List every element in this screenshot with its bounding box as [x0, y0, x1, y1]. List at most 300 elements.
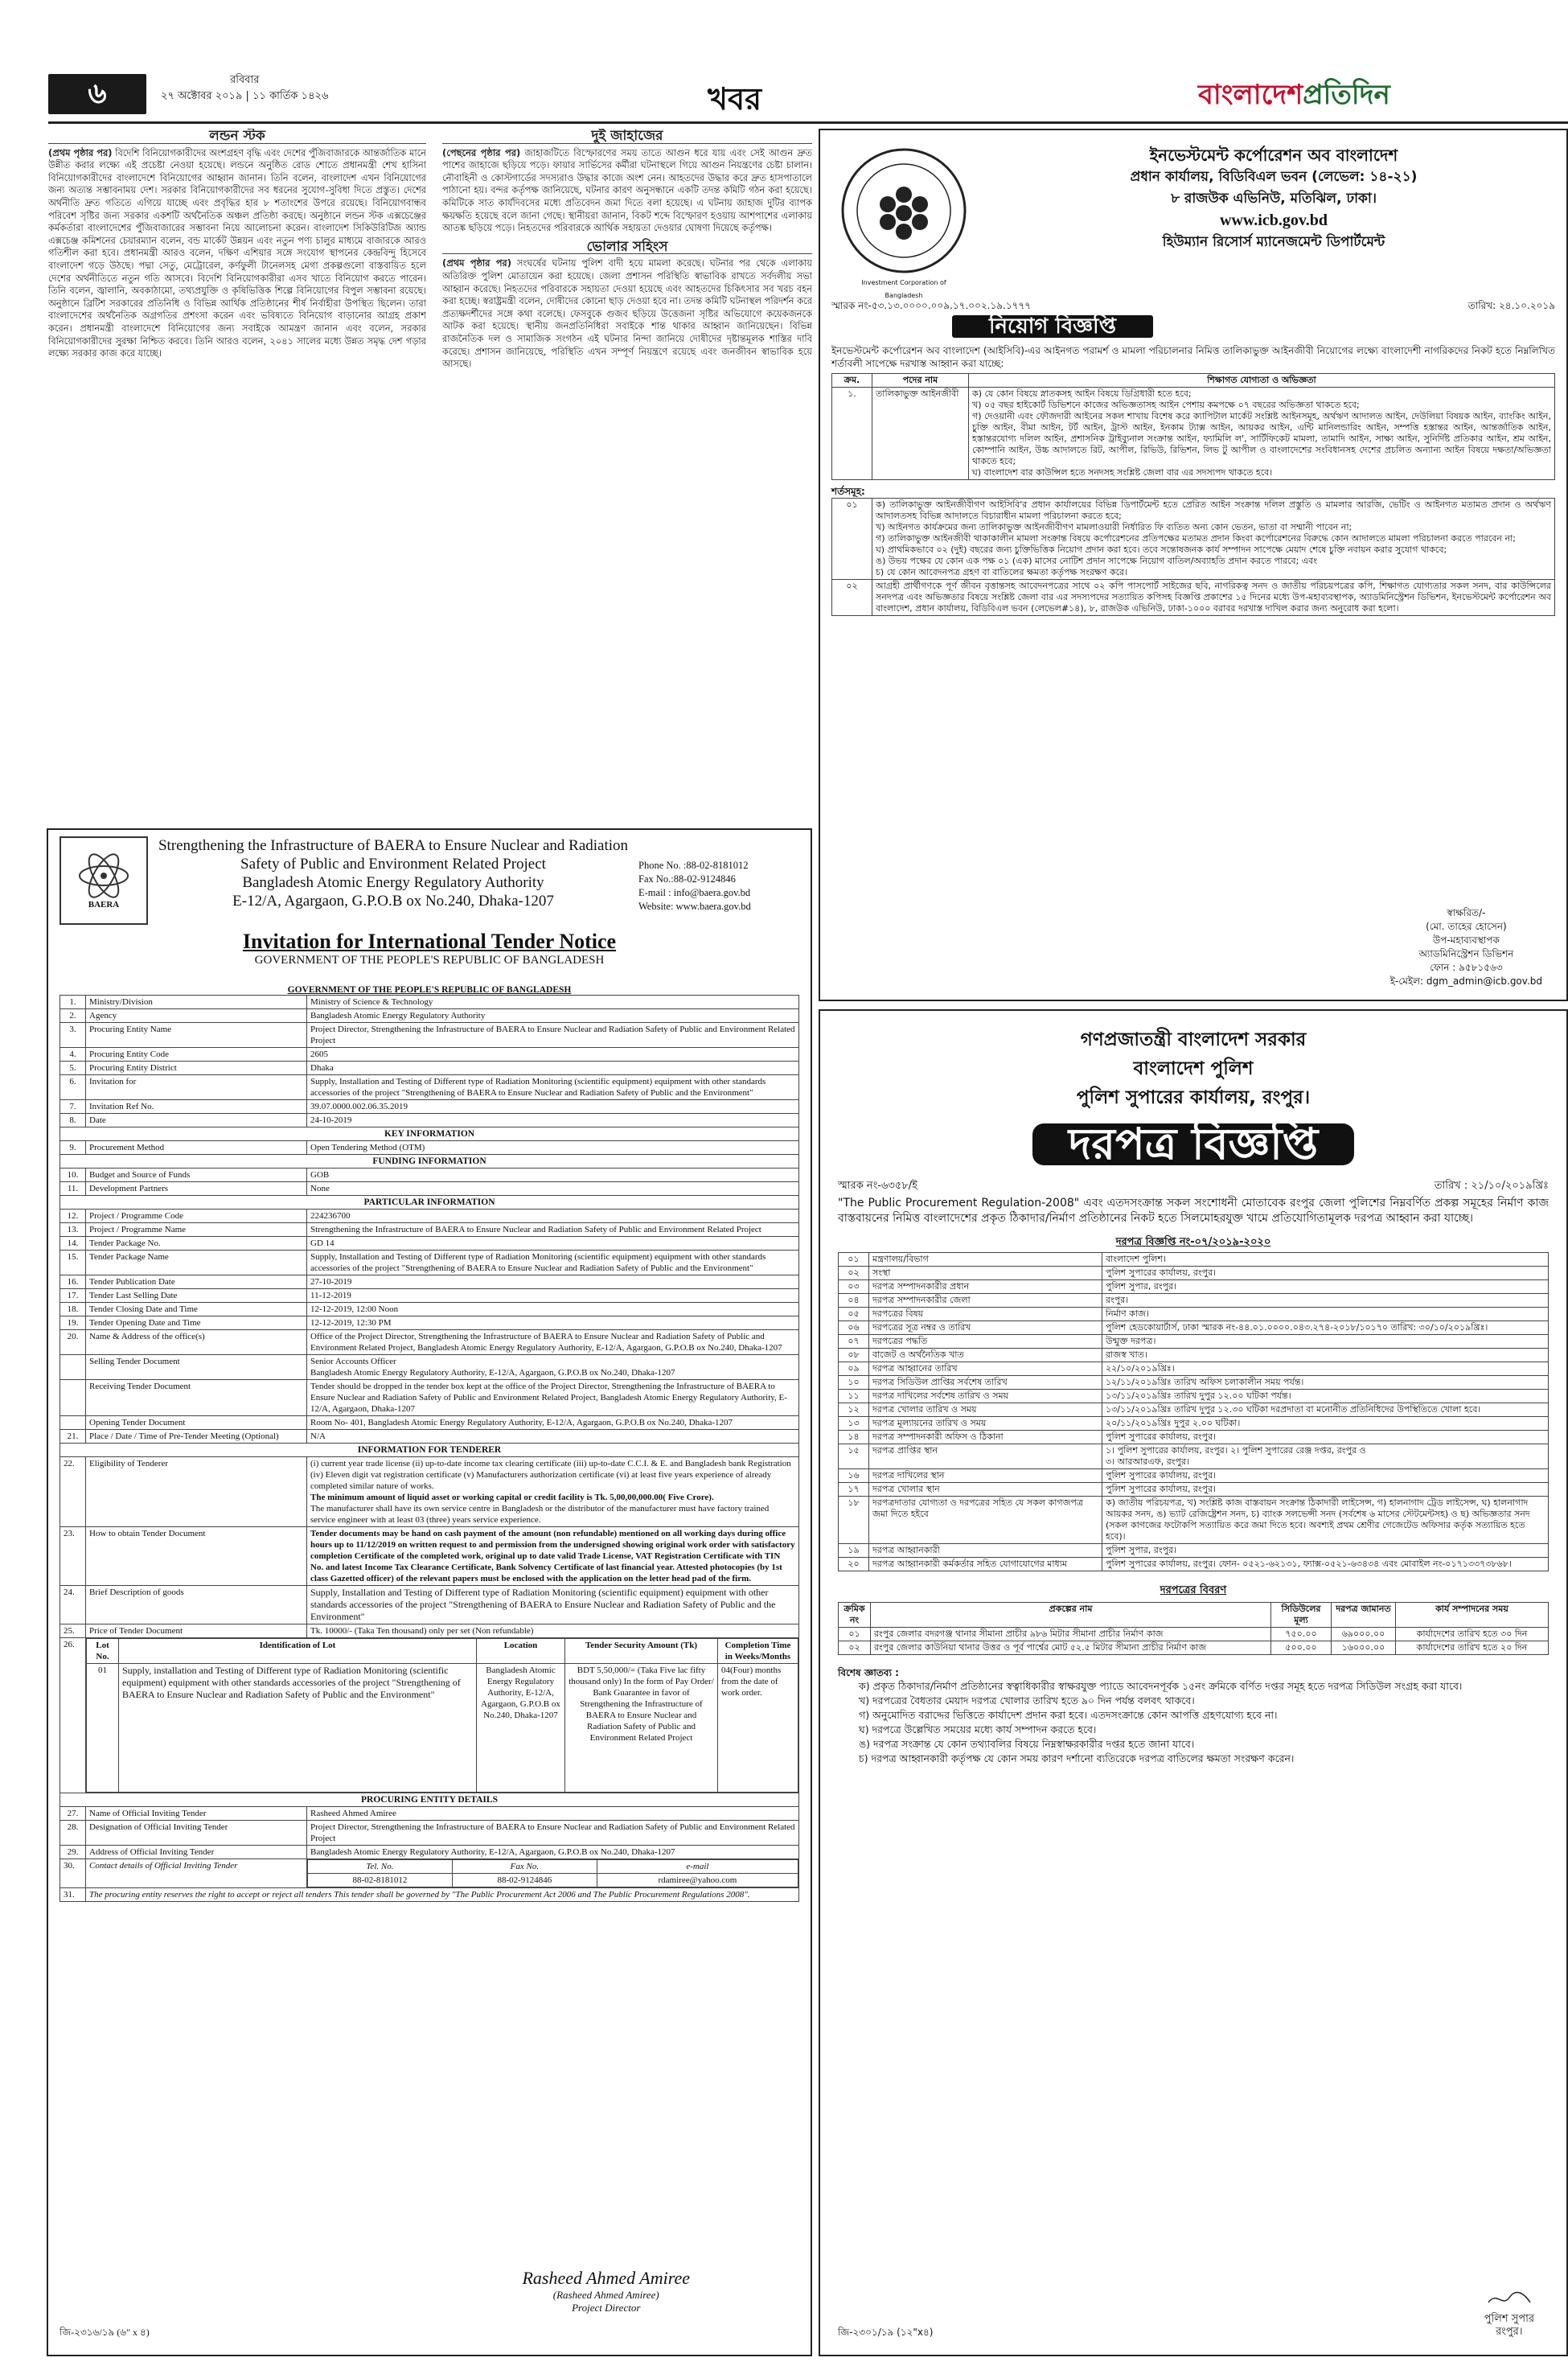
- lot-table: [86, 1638, 798, 1793]
- row-number: ০৯: [839, 1362, 869, 1376]
- contact-head: e-mail: [597, 1860, 798, 1874]
- col-header: পদের নাম: [872, 374, 969, 388]
- police-memo-line: [838, 1180, 1549, 1193]
- row-label: মন্ত্রণালয়/বিভাগ: [869, 1253, 1102, 1267]
- row-value: Ministry of Science & Technology: [307, 996, 799, 1009]
- row-number: ০৫: [839, 1308, 869, 1321]
- row-value: পুলিশ সুপারের কার্যালয়, রংপুর।: [1102, 1267, 1549, 1280]
- table-row: [839, 1544, 1549, 1558]
- row-label: দরপত্র আহ্বানকারী কর্মকর্তার সহিত যোগাযোগের মাধ্যম: [869, 1558, 1102, 1571]
- lot-cell: Supply, installation and Testing of Different type of Radiation Monitoring (scientific equipment) equipment with other standards accessories of the project "Strengthening of BAERA to Ensure Nuclear and Radiation Safety of Public and the Environment": [119, 1664, 477, 1793]
- section-heading: FUNDING INFORMATION: [60, 1155, 799, 1169]
- baera-org: Bangladesh Atomic Energy Regulatory Authority: [242, 874, 544, 891]
- contact-fax: 88-02-9124846: [452, 1874, 597, 1887]
- section-heading: INFORMATION FOR TENDERER: [60, 1444, 799, 1457]
- baera-website: Website: www.baera.gov.bd: [638, 901, 751, 912]
- col-header: প্রকল্পের নাম: [871, 1603, 1271, 1628]
- row-value: ২২/১০/২০১৯খ্রিঃ।: [1102, 1362, 1549, 1376]
- row-label: Tender Package Name: [86, 1251, 307, 1275]
- condition-row: [832, 580, 1555, 616]
- news-body: বিদেশি বিনিয়োগকারীদের অংশগ্রহণ বৃদ্ধি এবং দেশের পুঁজিবাজারকে আন্তর্জাতিক মানে উন্নীত করার লক্ষ্যে এই প্রচেষ্টা নেওয়া হয়েছে। লন্ডনে অনুষ্ঠিত রোড শোতে প্রধানমন্ত্রী শেখ হাসিনা বিনিয়োগকারীদের বাংলাদেশে বিনিয়োগের আহ্বান জানান। তিনি বলেন, বাংলাদেশ এখন বিনিয়োগের জন্য অত্যন্ত সম্ভাবনাময় দেশ। সরকার বিনিয়োগকারীদের সব ধরনের সুযোগ-সুবিধা দিতে প্রস্তুত। দেশের অর্থনীতি দ্রুত গতিতে এগিয়ে যাচ্ছে এবং প্রবৃদ্ধির হার ৮ শতাংশের উপরে রয়েছে। বিনিয়োগবান্ধব পরিবেশ সৃষ্টির জন্য সরকার একশটি অর্থনৈতিক অঞ্চল প্রতিষ্ঠা করছে। অনুষ্ঠানে লন্ডন স্টক এক্সচেঞ্জের কর্মকর্তারা বাংলাদেশের পুঁজিবাজারের সম্ভাবনা নিয়ে আলোচনা করেন। বাংলাদেশ সিকিউরিটিজ অ্যান্ড এক্সচেঞ্জ কমিশনের চেয়ারম্যান বলেন, বন্ড মার্কেট উন্নয়ন এবং নতুন পণ্য চালুর মাধ্যমে বাজারকে আরও গতিশীল করা হবে। প্রধানমন্ত্রী আরও বলেন, দক্ষিণ এশিয়ার সঙ্গে সংযোগ স্থাপনের কেন্দ্রবিন্দু হিসেবে বাংলাদেশ গড়ে উঠছে। পদ্মা সেতু, মেট্রোরেল, কর্ণফুলী টানেলসহ মেগা প্রকল্পগুলো বাস্তবায়িত হলে দেশের অর্থনীতিতে নতুন গতি আসবে। বিদেশি বিনিয়োগকারীরা এসব খাতে বিনিয়োগ করতে পারেন। তিনি বলেন, জ্বালানি, অবকাঠামো, তথ্যপ্রযুক্তি ও কৃষিভিত্তিক শিল্পে বিনিয়োগের বিপুল সম্ভাবনা রয়েছে। অনুষ্ঠানে ব্রিটিশ সরকারের প্রতিনিধি ও বিভিন্ন আর্থিক প্রতিষ্ঠানের শীর্ষ নির্বাহীরা উপস্থিত ছিলেন। তারা বাংলাদেশের অর্থনৈতিক অগ্রগতির প্রশংসা করেন এবং ভবিষ্যতে বিনিয়োগ বাড়ানোর আগ্রহ প্রকাশ করেন। প্রধানমন্ত্রী বাংলাদেশে বিনিয়োগের জন্য সবাইকে আমন্ত্রণ জানান এবং বলেন, সরকার বিনিয়োগকারীদের সুরক্ষা নিশ্চিত করবে। তিনি আরও বলেন, ২০৪১ সালের মধ্যে উন্নত সমৃদ্ধ দেশ গড়ার লক্ষ্যে সরকার কাজ করে যাচ্ছে।: [48, 146, 426, 359]
- table-row: [60, 1223, 799, 1237]
- row-value: N/A: [307, 1430, 799, 1444]
- icb-memo: স্মারক নং-৫৩.১৩.০০০০.০০৯.১৭.০০২.১৯.১৭৭৭: [831, 300, 1032, 311]
- table-row: [839, 1308, 1549, 1321]
- row-number: 4.: [60, 1048, 86, 1062]
- row-value: 27-10-2019: [307, 1275, 799, 1289]
- baera-project-title: Strengthening the Infrastructure of BAERA to Ensure Nuclear and Radiation Safety of Public and Environment Related Project: [158, 837, 629, 873]
- row-number: 3.: [60, 1023, 86, 1048]
- icb-title-block: [992, 145, 1555, 253]
- eligibility-item: (i) current year trade license (ii) up-to-date income tax clearing certificate (iii) up-to-date C.C.I. & E. and Bangladesh bank Registration (iv) Eleven digit vat registration certificate (v) Manufacturers authorization certificate (vi) at least five years experience of already completed similar nature of works.: [310, 1459, 791, 1491]
- table-row: [839, 1390, 1549, 1403]
- table-row: [60, 1380, 799, 1416]
- row-number: 20.: [60, 1330, 86, 1355]
- row-number: ১১: [839, 1390, 869, 1403]
- detail-cell: রংপুর জেলার বদরগঞ্জ থানার সীমানা প্রাচীর ৯৮৬ মিটার সীমানা প্রাচীর নির্মাণ কাজ: [871, 1628, 1271, 1641]
- icb-signature-block: [1390, 906, 1542, 988]
- row-label: Name & Address of the office(s): [86, 1330, 307, 1355]
- table-row: [839, 1280, 1549, 1294]
- icb-dept: হিউম্যান রিসোর্স ম্যানেজমেন্ট ডিপার্টমেন্ট: [1162, 234, 1385, 250]
- detail-cell: কার্যাদেশের তারিখ হতে ২০ দিন: [1396, 1641, 1549, 1655]
- special-item: ঘ) দরপত্রে উল্লেখিত সময়ের মধ্যে কার্য সম্পাদন করতে হবে।: [859, 1723, 1097, 1735]
- row-label: Tender Closing Date and Time: [86, 1303, 307, 1316]
- contact-email: rdamiree@yahoo.com: [597, 1874, 798, 1887]
- detail-row: [839, 1628, 1549, 1641]
- eligibility-item: The minimum amount of liquid asset or working capital or credit facility is Tk. 5,00,00,000.00( Five Crore).: [310, 1493, 714, 1502]
- row-label: Ministry/Division: [86, 996, 307, 1009]
- row-label: Date: [86, 1114, 307, 1127]
- col-header: ক্রম.: [832, 374, 872, 388]
- news-column-right: [442, 129, 812, 812]
- row-number: 9.: [60, 1141, 86, 1155]
- row-value: Rasheed Ahmed Amiree: [307, 1807, 799, 1821]
- news-body: জাহাজটিতে বিস্ফোরণের সময় তাতে আগুন ধরে যায় এবং সেই আগুন দ্রুত পাশের জাহাজে ছড়িয়ে পড়ে। ফায়ার সার্ভিসের কর্মীরা ঘটনাস্থলে গিয়ে আগুন নিয়ন্ত্রণের চেষ্টা চালান। নৌবাহিনী ও কোস্টগার্ডের সদস্যরাও উদ্ধার কাজে অংশ নেন। আহতদের উদ্ধার করে দ্রুত হাসপাতালে পাঠানো হয়। বন্দর কর্তৃপক্ষ জানিয়েছে, ঘটনার কারণ অনুসন্ধানে একটি তদন্ত কমিটি গঠন করা হয়েছে। কমিটিকে সাত কার্যদিবসের মধ্যে প্রতিবেদন জমা দিতে বলা হয়েছে। এ ঘটনায় জাহাজ দুটির ব্যাপক ক্ষয়ক্ষতি হয়েছে বলে জানা গেছে। স্থানীয়রা জানান, বিকট শব্দে বিস্ফোরণ হওয়ায় আশপাশের এলাকায় আতঙ্ক ছড়িয়ে পড়ে। নিহতদের পরিবারকে আর্থিক সহায়তা দেওয়ার ঘোষণা দিয়েছে কর্তৃপক্ষ।: [442, 146, 812, 234]
- row-value: 12-12-2019, 12:00 Noon: [307, 1303, 799, 1316]
- table-row: [839, 1483, 1549, 1497]
- row-label: Budget and Source of Funds: [86, 1169, 307, 1182]
- row-value: 11-12-2019: [307, 1289, 799, 1303]
- baera-gov-line: GOVERNMENT OF THE PEOPLE'S REPUBLIC OF BANGLADESH: [254, 954, 605, 967]
- row-number: ০২: [832, 580, 872, 616]
- table-row: [60, 1416, 799, 1430]
- row-value: পুলিশ সুপার, রংপুর।: [1102, 1544, 1549, 1558]
- qualification-item: খ) ০৫ বছর হাইকোর্ট ডিভিশনে কাজের অভিজ্ঞতাসহ আইন পেশায় কমপক্ষে ০৭ বছরের অভিজ্ঞতা থাকতে হবে;: [972, 400, 1360, 410]
- table-row: [60, 1330, 799, 1355]
- row-number: ১৪: [839, 1431, 869, 1444]
- baera-logo-text: BAERA: [88, 900, 120, 910]
- lot-cell: [86, 1638, 799, 1793]
- baera-address: E-12/A, Agargaon, G.P.O.B ox No.240, Dhaka-1207: [232, 893, 554, 910]
- row-number: ১৫: [839, 1444, 869, 1469]
- baera-title-block: [156, 836, 630, 910]
- row-label: দরপত্র খোলার তারিখ ও সময়: [869, 1403, 1102, 1417]
- row-value: Open Tendering Method (OTM): [307, 1141, 799, 1155]
- lot-cell: Bangladesh Atomic Energy Regulatory Authority, E-12/A, Agargaon, G.P.O.B ox No.240, Dhaka-1207: [477, 1664, 565, 1793]
- atom-icon: [76, 852, 132, 900]
- table-row: [60, 1638, 799, 1793]
- icb-seal-text: Investment Corporation of Bangladesh: [861, 279, 946, 299]
- table-row: [839, 1335, 1549, 1349]
- row-number: 17.: [60, 1289, 86, 1303]
- row-label: Eligibility of Tenderer: [86, 1457, 307, 1527]
- post-name: তালিকাভুক্ত আইনজীবী: [872, 388, 969, 480]
- row-label: Procuring Entity Code: [86, 1048, 307, 1062]
- contact-phone: 88-02-8181012: [308, 1874, 453, 1887]
- detail-cell: রংপুর জেলার কাউনিয়া থানার উত্তর ও পূর্ব পার্শ্বের মোট ৫২.৫ মিটার সীমানা প্রাচীর নির্মাণ কাজ: [871, 1641, 1271, 1655]
- table-row: [60, 1141, 799, 1155]
- row-value: পুলিশ সুপারের কার্যালয়, রংপুর।: [1102, 1431, 1549, 1444]
- note: The procuring entity reserves the right to accept or reject all tenders This tender shall be governed by "The Public Procurement Act 2006 and The Public Procurement Regulations 2008".: [86, 1888, 799, 1902]
- icb-conditions-table: [831, 498, 1555, 616]
- table-row: [832, 388, 1555, 480]
- row-value: পুলিশ সুপারের কার্যালয়, রংপুর।: [1102, 1483, 1549, 1497]
- baera-tender-notice: [47, 828, 812, 2356]
- row-number: 18.: [60, 1303, 86, 1316]
- section-title: খবর: [708, 81, 762, 117]
- signatory-title: পুলিশ সুপার: [1484, 2313, 1534, 2325]
- row-label: Selling Tender Document: [86, 1355, 307, 1380]
- news-lead: (প্রথম পৃষ্ঠার পর): [48, 146, 113, 158]
- row-label: Tender Publication Date: [86, 1275, 307, 1289]
- news-headline: দুই জাহাজের: [442, 130, 812, 144]
- row-number: ০৮: [839, 1349, 869, 1362]
- row-number: 24.: [60, 1586, 86, 1624]
- lot-header-row: [87, 1639, 798, 1664]
- lot-header: Location: [477, 1639, 565, 1664]
- news-area: [48, 129, 812, 812]
- detail-cell: ১৬০০০.০০: [1332, 1641, 1396, 1655]
- row-label: দরপত্র সম্পাদনকারীর প্রধান: [869, 1280, 1102, 1294]
- row-value: Bangladesh Atomic Energy Regulatory Authority, E-12/A, Agargaon, G.P.O.B ox No.240, Dhaka-1207: [307, 1846, 799, 1859]
- row-number: ২০: [839, 1558, 869, 1571]
- table-row: [839, 1349, 1549, 1362]
- details-header-row: [839, 1603, 1549, 1628]
- ad-reference: জি-২৩০১/১৯ (১২"x৪): [838, 2327, 934, 2338]
- table-row: [60, 1009, 799, 1023]
- row-label: দরপত্র প্রাপ্তির স্থান: [869, 1444, 1102, 1469]
- row-number: 10.: [60, 1169, 86, 1182]
- row-number: 26.: [60, 1638, 86, 1793]
- icb-conditions-title: শর্তসমূহ:: [831, 486, 865, 497]
- signature-icon: [1485, 2290, 1533, 2309]
- icb-org: ইনভেস্টমেন্ট কর্পোরেশন অব বাংলাদেশ: [1149, 146, 1398, 165]
- table-row: [839, 1403, 1549, 1417]
- row-label: Name of Official Inviting Tender: [86, 1807, 307, 1821]
- row-value: Supply, Installation and Testing of Different type of Radiation Monitoring (scientific equipment) equipment with other standards accessories of the project "Strengthening of BAERA to Ensure Nuclear and Radiation Safety of Public and the Environment": [307, 1075, 799, 1100]
- detail-cell: ০১: [839, 1628, 871, 1641]
- icb-website: www.icb.gov.bd: [1220, 212, 1328, 229]
- row-label: Contact details of Official Inviting Tender: [86, 1859, 307, 1888]
- row-label: Invitation Ref No.: [86, 1100, 307, 1114]
- special-list: [838, 1679, 1549, 1766]
- section-heading: KEY INFORMATION: [60, 1127, 799, 1141]
- police-memo: স্মারক নং-৬৩৫৮/ই: [838, 1180, 917, 1192]
- detail-cell: ০২: [839, 1641, 871, 1655]
- issue-date: [161, 72, 328, 105]
- col-header: ক্রমিক নং: [839, 1603, 871, 1628]
- table-row: [839, 1431, 1549, 1444]
- table-row: [60, 1062, 799, 1075]
- row-number: 23.: [60, 1527, 86, 1586]
- icb-table: [831, 373, 1555, 480]
- row-value: Strengthening the Infrastructure of BAERA to Ensure Nuclear and Radiation Safety of Public and Environment Related Project: [307, 1223, 799, 1237]
- table-row: [60, 1624, 799, 1638]
- table-row: [60, 1169, 799, 1182]
- row-number: ০৭: [839, 1335, 869, 1349]
- signatory-name: (মো. তাহের হোসেন): [1426, 921, 1507, 932]
- newspaper-logo: [1198, 74, 1390, 120]
- row-value: ক) জাতীয় পরিচয়পত্র, খ) সংশ্লিষ্ট কাজ বাস্তবায়ন সংক্রান্ত ঠিকাদারী লাইসেন্স, গ) হালনাগাদ ট্রেড লাইসেন্স, ঘ) হালনাগাদ আয়কর সনদ, ঙ) ভ্যাট রেজিষ্ট্রেশন সনদ, চ) ব্যাংক সলভেন্সী সনদ (সর্বশেষ ৬ মাসের স্টেটমেন্টসহ) ও ছ) অভিজ্ঞতার সনদ (সকল কাগজের ফটোকপি সত্যায়িত করে জমা দিতে হবে। অবশ্যই প্রথম শ্রেণীর গেজেটেড অফিসার কর্তৃক সত্যায়িত হতে হবে)।: [1102, 1497, 1549, 1544]
- table-row: [60, 1316, 799, 1330]
- contact-head: Tel. No.: [308, 1860, 453, 1874]
- row-label: Invitation for: [86, 1075, 307, 1100]
- row-value: রংপুর।: [1102, 1294, 1549, 1308]
- row-label: Procuring Entity District: [86, 1062, 307, 1075]
- signatory-email: ই-মেইল: dgm_admin@icb.gov.bd: [1389, 975, 1542, 987]
- row-number: 13.: [60, 1223, 86, 1237]
- contact-head: Fax No.: [452, 1860, 597, 1874]
- eligibility-cell: [307, 1457, 799, 1527]
- row-value: Project Director, Strengthening the Infrastructure of BAERA to Ensure Nuclear and Radiation Safety of Public and Environment Related Project: [307, 1023, 799, 1048]
- table-row: [60, 1048, 799, 1062]
- issue-day: রবিবার: [230, 74, 260, 86]
- table-row: [60, 1237, 799, 1251]
- section-heading: PROCURING ENTITY DETAILS: [60, 1793, 799, 1807]
- row-number: 15.: [60, 1251, 86, 1275]
- table-row: [60, 1807, 799, 1821]
- row-number: 1.: [60, 996, 86, 1009]
- lot-cell: 01: [87, 1664, 119, 1793]
- row-number: 11.: [60, 1182, 86, 1196]
- detail-cell: ৬৯০০০.০০: [1332, 1628, 1396, 1641]
- row-number: ১৯: [839, 1544, 869, 1558]
- row-label: দরপত্র সম্পাদনকারী অফিস ও ঠিকানা: [869, 1431, 1102, 1444]
- row-value: GD 14: [307, 1237, 799, 1251]
- baera-signature-block: [522, 2268, 690, 2314]
- baera-phone: Phone No. :88-02-8181012: [638, 860, 749, 871]
- row-number: 31.: [60, 1888, 86, 1902]
- police-intro: "The Public Procurement Regulation-2008" এবং এতদসংক্রান্ত সকল সংশোধনী মোতাবেক রংপুর জেলা পুলিশের নিম্নবর্ণিত প্রকল্প সমূহের নির্মাণ কাজ বাস্তবায়নের নিমিত্ত বাংলাদেশের প্রকৃত ঠিকাদার/নির্মাণ প্রতিষ্ঠানের নিকট হতে সিলমোহরযুক্ত খামে প্রতিযোগিতামূলক দরপত্র আহ্বান করা যাচ্ছে।: [838, 1197, 1549, 1225]
- row-value: Supply, Installation and Testing of Different type of Radiation Monitoring (scientific equipment) equipment with other standards accessories of the project "Strengthening of BAERA to Ensure Nuclear and Radiation Safety of Public and the Environment": [307, 1251, 799, 1275]
- table-row: [839, 1362, 1549, 1376]
- row-number: ১৩: [839, 1417, 869, 1431]
- icb-notice-title: নিয়োগ বিজ্ঞপ্তি: [952, 315, 1153, 338]
- row-value: ১২/১১/২০১৯খ্রিঃ তারিখ অফিস চলাকালীন সময় পর্যন্ত।: [1102, 1376, 1549, 1390]
- table-row: [60, 1289, 799, 1303]
- row-number: ১৮: [839, 1497, 869, 1544]
- row-value: Office of the Project Director, Strengthening the Infrastructure of BAERA to Ensure Nuclear and Radiation Safety of Public and Environment Related Project, Bangladesh Atomic Energy Regulatory Authority, E-12/A, Agargaon, G.P.O.B ox No.240, Dhaka-1207: [307, 1330, 799, 1355]
- row-label: Address of Official Inviting Tender: [86, 1846, 307, 1859]
- detail-row: [839, 1641, 1549, 1655]
- row-label: দরপত্রের বিষয়: [869, 1308, 1102, 1321]
- row-value: ২০/১১/২০১৯খ্রিঃ দুপুর ২.০০ ঘটিকা।: [1102, 1417, 1549, 1431]
- row-number: ১.: [832, 388, 872, 480]
- row-value: ১৩/১১/২০১৯খ্রিঃ তারিখ দুপুর ১২.৩০ ঘটিকা দরপ্রদাতা বা মনোনীত প্রতিনিধিদের উপস্থিতিতে খোলা হবে।: [1102, 1403, 1549, 1417]
- police-office: পুলিশ সুপারের কার্যালয়, রংপুর।: [1076, 1087, 1311, 1108]
- signatory-place: রংপুর।: [1496, 2326, 1523, 2338]
- row-value: Tender documents may be hand on cash payment of the amount (non refundable) mentioned on all working days during office hours up to 11/12/2019 on written request to and permission from the undersigned showing original work order with satisfactory completion Certificate of the completed work, original up to date valid Trade License, VAT Registration Certificate with TIN No. and latest Income Tax Clearance Certificate, Bank Solvency Certificate of last financial year. Attested photocopies (by 1st class Gazetted officer) of the relevant papers must be enclosed with the application on the letter head pad of the firm.: [307, 1527, 799, 1586]
- condition-row: [832, 499, 1555, 580]
- ad-reference: জি-২৩১৬/১৯ (৬" x ৪): [60, 2327, 150, 2338]
- signatory-name: (Rasheed Ahmed Amiree): [552, 2289, 659, 2301]
- row-number: 5.: [60, 1062, 86, 1075]
- special-item: খ) দরপত্রের বৈধতার মেয়াদ দরপত্র খোলার তারিখ হতে ৯০ দিন পর্যন্ত বলবৎ থাকবে।: [859, 1694, 1195, 1707]
- table-row: [60, 1100, 799, 1114]
- baera-fax: Fax No.:88-02-9124846: [638, 873, 736, 885]
- row-number: 14.: [60, 1237, 86, 1251]
- row-value: উন্মুক্ত দরপত্র।: [1102, 1335, 1549, 1349]
- row-label: দরপত্র আহ্বানকারী: [869, 1544, 1102, 1558]
- table-row: [839, 1267, 1549, 1280]
- row-label: Agency: [86, 1009, 307, 1023]
- row-label: দরপত্র খোলার স্থান: [869, 1483, 1102, 1497]
- detail-cell: ৫০০.০০: [1271, 1641, 1332, 1655]
- baera-table: [60, 995, 799, 1902]
- news-body: সংঘর্ষের ঘটনায় পুলিশ বাদী হয়ে মামলা করেছে। ঘটনার পর থেকে এলাকায় অতিরিক্ত পুলিশ মোতায়েন করা হয়েছে। জেলা প্রশাসন পরিস্থিতি স্বাভাবিক রাখতে সর্বদলীয় সভা আহ্বান করেছে। নিহতদের পরিবারকে সহায়তা দেওয়া হয়েছে এবং আহতদের চিকিৎসার সব খরচ বহন করা হচ্ছে। স্বরাষ্ট্রমন্ত্রী বলেন, দোষীদের কোনো ছাড় দেওয়া হবে না। তদন্ত কমিটি ঘটনাস্থল পরিদর্শন করে প্রত্যক্ষদর্শীদের সঙ্গে কথা বলেছে। ফেসবুকে গুজব ছড়িয়ে উত্তেজনা সৃষ্টির অভিযোগে কয়েকজনকে আটক করা হয়েছে। স্থানীয় জনপ্রতিনিধিরা সবাইকে শান্ত থাকার আহ্বান জানিয়েছেন। বিভিন্ন রাজনৈতিক দল ও সামাজিক সংগঠন এই ঘটনার নিন্দা জানিয়ে দোষীদের দৃষ্টান্তমূলক শাস্তির দাবি করেছে। প্রশাসন জানিয়েছে, পরিস্থিতি এখন সম্পূর্ণ নিয়ন্ত্রণে রয়েছে এবং জনজীবন স্বাভাবিক হয়ে আসছে।: [442, 257, 812, 370]
- row-label: Price of Tender Document: [86, 1624, 307, 1638]
- table-row: [839, 1253, 1549, 1267]
- icb-recruitment-notice: [819, 129, 1568, 1001]
- row-number: 2.: [60, 1009, 86, 1023]
- row-value: 2605: [307, 1048, 799, 1062]
- special-item: চ) দরপত্র আহ্বানকারী কর্তৃপক্ষ যে কোন সময় কারণ দর্শানো ব্যতিরেকে দরপত্র বাতিলের ক্ষমতা সংরক্ষণ করেন।: [859, 1752, 1295, 1764]
- row-label: দরপত্র দাখিলের স্থান: [869, 1469, 1102, 1483]
- row-value: 224236700: [307, 1210, 799, 1223]
- row-label: Tender Last Selling Date: [86, 1289, 307, 1303]
- table-row: [60, 1859, 799, 1888]
- lot-header: Identification of Lot: [119, 1639, 477, 1664]
- row-label: দরপত্র মূল্যায়নের তারিখ ও সময়: [869, 1417, 1102, 1431]
- icb-header: [831, 138, 1555, 299]
- contact-cell: [307, 1859, 799, 1888]
- baera-contact: [638, 836, 799, 914]
- row-value: 39.07.0000.002.06.35.2019: [307, 1100, 799, 1114]
- table-row: [60, 1182, 799, 1196]
- row-number: 28.: [60, 1821, 86, 1846]
- row-number: 27.: [60, 1807, 86, 1821]
- row-label: বাজেট ও অর্থনৈতিক খাত: [869, 1349, 1102, 1362]
- table-row: [60, 1527, 799, 1586]
- icb-table-header: [832, 374, 1555, 388]
- signatory-designation: উপ-মহাব্যবস্থাপক: [1432, 934, 1500, 946]
- baera-email: E-mail : info@baera.gov.bd: [638, 887, 751, 898]
- row-number: [60, 1355, 86, 1380]
- row-label: Development Partners: [86, 1182, 307, 1196]
- row-number: ০২: [839, 1267, 869, 1280]
- row-label: Project / Programme Name: [86, 1223, 307, 1237]
- special-item: ক) প্রকৃত ঠিকাদার/নির্মাণ প্রতিষ্ঠানের স্বত্বাধিকারীর স্বাক্ষরযুক্ত প্যাডে আবেদনপূর্বক ১৫নং ক্রমিকে বর্ণিত দপ্তর সমূহ হতে দরপত্র সিডিউল সংগ্রহ করা যাবে।: [859, 1680, 1463, 1692]
- row-number: ০১: [832, 499, 872, 580]
- table-row: [60, 1846, 799, 1859]
- row-value: Dhaka: [307, 1062, 799, 1075]
- news-headline: ভোলার সহিংস: [442, 241, 812, 255]
- row-number: [60, 1416, 86, 1430]
- lot-row: [87, 1664, 798, 1793]
- signatory-division: অ্যাডমিনিস্ট্রেশন ডিভিশন: [1418, 948, 1514, 959]
- row-number: ১২: [839, 1403, 869, 1417]
- condition-text: ক) তালিকাভুক্ত আইনজীবীগণ আইসিবি'র প্রধান কার্যালয়ের বিভিন্ন ডিপার্টমেন্ট হতে প্রেরিত আইন সংক্রান্ত দলিল প্রস্তুতি ও মামলার আরজি, ভেটিং ও আইনগত মতামত প্রদান ও অর্থঋণ আদালতসহ বিভিন্ন আদালতে বিচারাধীন মামলা পরিচালনা করতে হবে; খ) আইনগত কার্যক্রমের জন্য তালিকাভুক্ত আইনজীবীগণ মামলাওয়ারী নির্ধারিত ফি ব্যতিত অন্য কোন ভেতন, ভাতা বা সম্মানী পাবেন না; গ) তালিকাভুক্ত আইনজীবী থাকাকালীন মামলা সংক্রান্ত বিষয়ে কর্পোরেশনের প্রতিপক্ষের মতামত প্রদান কিংবা কর্পোরেশনের বিরুদ্ধে কোন আদালতে মামলা পরিচালনা করতে পারবেন না; ঘ) প্রাথমিকভাবে ০২ (দুই) বছরের জন্য চুক্তিভিত্তিক নিয়োগ প্রদান করা হবে। তবে সন্তোষজনক কার্য সম্পাদন সাপেক্ষে মেয়াদ শেষে চুক্তি নবায়ন করার সুযোগ থাকবে; ঙ) উভয় পক্ষের যে কোন এক পক্ষ ০১ (এক) মাসের নোটিশ প্রদান সাপেক্ষে নিয়োগ বাতিল/অব্যাহতি প্রদান করতে পারবে; এবং চ) যে কোন আবেদনপত্র গ্রহণ বা বাতিলের ক্ষমতা কর্তৃপক্ষ সংরক্ষণ করে।: [872, 499, 1555, 580]
- row-number: 8.: [60, 1114, 86, 1127]
- row-number: 19.: [60, 1316, 86, 1330]
- news-lead: (পেছনের পৃষ্ঠার পর): [442, 146, 521, 158]
- icb-office: প্রধান কার্যালয়, বিডিবিএল ভবন (লেভেল: ১৪-২১): [1130, 169, 1418, 185]
- news-column-left: [48, 129, 426, 812]
- row-value: পুলিশ হেডকোয়ার্টার্স, ঢাকা স্মারক নং-৪৪.০১.০০০০.০৪৩.২৭৪-২০১৮/১০১৭০ তারিখ: ৩০/১০/২০১৯খ্রিঃ।: [1102, 1321, 1549, 1335]
- row-value: পুলিশ সুপারের কার্যালয়, রংপুর। ফোন- ০৫২১-৬২১৩১, ফ্যাক্স-০৫২১-৬৩৪৩৪ এবং মোবাইল নং-০১৭১৩৩৭৩৮৬৮।: [1102, 1558, 1549, 1571]
- row-value: পুলিশ সুপার, রংপুর।: [1102, 1280, 1549, 1294]
- row-number: ০৩: [839, 1280, 869, 1294]
- row-value: রাজস্ব খাত।: [1102, 1349, 1549, 1362]
- qualification-item: ঘ) বাংলাদেশ বার কাউন্সিল হতে সনদসহ সংশ্লিষ্ট জেলা বার এর সদস্যপদ থাকতে হবে।: [972, 467, 1273, 478]
- row-value: None: [307, 1182, 799, 1196]
- table-row: [60, 1075, 799, 1100]
- row-number: 30.: [60, 1859, 86, 1888]
- baera-table-title: GOVERNMENT OF THE PEOPLE'S REPUBLIC OF BANGLADESH: [287, 985, 572, 995]
- icb-address: ৮ রাজউক এভিনিউ, মতিঝিল, ঢাকা।: [1171, 191, 1377, 207]
- icb-date: তারিখ: ২৪.১০.২০১৯: [1467, 300, 1555, 311]
- row-label: Opening Tender Document: [86, 1416, 307, 1430]
- police-tender-notice: [819, 1009, 1568, 2356]
- row-value: Senior Accounts Officer Bangladesh Atomic Energy Regulatory Authority, E-12/A, Agargaon, G.P.O.B ox No.240, Dhaka-1207: [307, 1355, 799, 1380]
- lot-cell: 04(Four) months from the date of work order.: [718, 1664, 798, 1793]
- lot-header: Completion Time in Weeks/Months: [718, 1639, 798, 1664]
- row-label: দরপত্র সিডিউল প্রাপ্তির সর্বশেষ তারিখ: [869, 1376, 1102, 1390]
- row-label: দরপত্রদাতার যোগ্যতা ও দরপত্রের সহিত যে সকল কাগজপত্র জমা দিতে হইবে: [869, 1497, 1102, 1544]
- row-number: 29.: [60, 1846, 86, 1859]
- table-row: [839, 1376, 1549, 1390]
- police-gov: গণপ্রজাতন্ত্রী বাংলাদেশ সরকার: [1080, 1029, 1307, 1050]
- police-details-table: [838, 1602, 1549, 1655]
- row-value: ১। পুলিশ সুপারের কার্যালয়, রংপুর। ২। পুলিশ সুপারের রেঞ্জ দপ্তর, রংপুর ও ৩। আরআরএফ, রংপুর।: [1102, 1444, 1549, 1469]
- table-row: [839, 1469, 1549, 1483]
- lot-header: Lot No.: [87, 1639, 119, 1664]
- signature: Rasheed Ahmed Amiree: [522, 2268, 690, 2288]
- table-row: [60, 1023, 799, 1048]
- table-row: [60, 1114, 799, 1127]
- signatory-designation: Project Director: [572, 2302, 641, 2314]
- table-row: [839, 1497, 1549, 1544]
- signatory-phone: ফোন : ৯৫৮১৫৬৩: [1430, 962, 1503, 973]
- issue-date-text: ২৭ অক্টোবর ২০১৯ | ১১ কার্তিক ১৪২৬: [161, 90, 329, 102]
- table-row: [60, 1303, 799, 1316]
- police-header: [838, 1025, 1549, 1112]
- table-row: [839, 1294, 1549, 1308]
- row-value: ১৩/১১/২০১৯খ্রিঃ তারিখ দুপুর ১২.০০ ঘটিকা পর্যন্ত।: [1102, 1390, 1549, 1403]
- row-label: Brief Description of goods: [86, 1586, 307, 1624]
- table-row: [839, 1321, 1549, 1335]
- row-label: Project / Programme Code: [86, 1210, 307, 1223]
- row-number: 6.: [60, 1075, 86, 1100]
- condition-text: আগ্রহী প্রার্থীগণকে পূর্ণ জীবন বৃত্তান্তসহ আবেদনপত্রের সাথে ০২ কপি পাসপোর্ট সাইজের ছবি, নাগরিকত্ব সনদ ও জাতীয় পরিচয়পত্রের কপি, শিক্ষাগত যোগ্যতার সকল সনদ, বার কাউন্সিলের সনদপত্র এবং অভিজ্ঞতার বিষয়ে সংশ্লিষ্ট জেলা বার এর সদস্যপদের সত্যায়িত কপিসহ বিজ্ঞপ্তি প্রকাশের ১৫ দিনের মধ্যে উপ-মহাব্যবস্থাপক, অ্যাডমিনিস্ট্রেশন ডিভিশন, ইনভেস্টমেন্ট কর্পোরেশন অব বাংলাদেশ, প্রধান কার্যালয়, বিডিবিএল ভবন (লেভেল#১৪), ৮, রাজউক এভিনিউ, ঢাকা-১০০০ বরাবর দরখাস্ত দাখিল করার জন্য অনুরোধ করা হলো।: [872, 580, 1555, 616]
- police-signature-block: [1484, 2290, 1534, 2339]
- row-label: দরপত্রের সূত্র নম্বর ও তারিখ: [869, 1321, 1102, 1335]
- row-value: বাংলাদেশ পুলিশ।: [1102, 1253, 1549, 1267]
- special-item: ঙ) দরপত্র সংক্রান্ত যে কোন তথ্যাবলির বিষয়ে নিম্নস্বাক্ষরকারীর দপ্তর হতে জানা যাবে।: [859, 1738, 1195, 1750]
- row-label: Procuring Entity Name: [86, 1023, 307, 1048]
- row-label: দরপত্র সম্পাদনকারীর জেলা: [869, 1294, 1102, 1308]
- row-label: Tender Package No.: [86, 1237, 307, 1251]
- news-headline: লন্ডন স্টক: [48, 130, 426, 144]
- table-row: [60, 1586, 799, 1624]
- col-header: কার্য সম্পাদনের সময়: [1396, 1603, 1549, 1628]
- row-value: Tk. 10000/- (Taka Ten thousand) only per set (Non refundable): [307, 1624, 799, 1638]
- row-number: ১০: [839, 1376, 869, 1390]
- table-row: [60, 1355, 799, 1380]
- table-row: [60, 1821, 799, 1846]
- table-row: [60, 1210, 799, 1223]
